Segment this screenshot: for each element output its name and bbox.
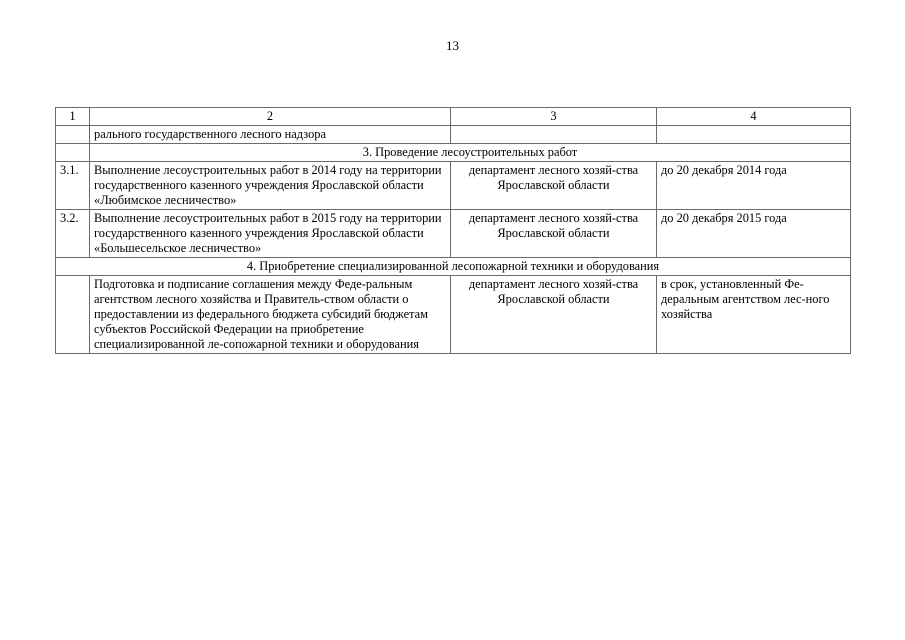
header-col-3: 3	[451, 108, 657, 126]
section-row-3	[56, 144, 851, 162]
cell-deadline: до 20 декабря 2014 года	[657, 162, 851, 210]
cell-num	[56, 144, 90, 162]
cell-responsible: департамент лесного хозяй-ства Ярославской области	[451, 210, 657, 258]
cell-task: рального государственного лесного надзора	[90, 126, 451, 144]
header-col-2: 2	[90, 108, 451, 126]
cell-num	[56, 126, 90, 144]
table-row	[56, 276, 851, 354]
cell-deadline	[657, 126, 851, 144]
table-row	[56, 210, 851, 258]
plan-table	[55, 107, 851, 354]
section-title: 3. Проведение лесоустроительных работ	[90, 144, 851, 162]
cell-task: Подготовка и подписание соглашения между Феде-ральным агентством лесного хозяйства и Правитель-ством области о предоставлении из федерального бюджета субсидий бюджетам субъектов Российской Федерации на приобретение специализированной ле-сопожарной техники и оборудования	[90, 276, 451, 354]
cell-num: 3.1.	[56, 162, 90, 210]
table-row	[56, 162, 851, 210]
cell-task: Выполнение лесоустроительных работ в 2014 году на территории государственного казенного учреждения Ярославской области «Любимское лесничество»	[90, 162, 451, 210]
header-col-4: 4	[657, 108, 851, 126]
cell-responsible	[451, 126, 657, 144]
section-title: 4. Приобретение специализированной лесопожарной техники и оборудования	[56, 258, 851, 276]
section-row-4	[56, 258, 851, 276]
cell-num: 3.2.	[56, 210, 90, 258]
header-col-1: 1	[56, 108, 90, 126]
table-header-row	[56, 108, 851, 126]
table-row-continuation	[56, 126, 851, 144]
cell-responsible: департамент лесного хозяй-ства Ярославской области	[451, 276, 657, 354]
cell-deadline: до 20 декабря 2015 года	[657, 210, 851, 258]
cell-deadline: в срок, установленный Фе-деральным агентством лес-ного хозяйства	[657, 276, 851, 354]
cell-responsible: департамент лесного хозяй-ства Ярославской области	[451, 162, 657, 210]
page-number: 13	[446, 38, 459, 53]
cell-num	[56, 276, 90, 354]
cell-task: Выполнение лесоустроительных работ в 2015 году на территории государственного казенного учреждения Ярославской области «Большесельское лесничество»	[90, 210, 451, 258]
